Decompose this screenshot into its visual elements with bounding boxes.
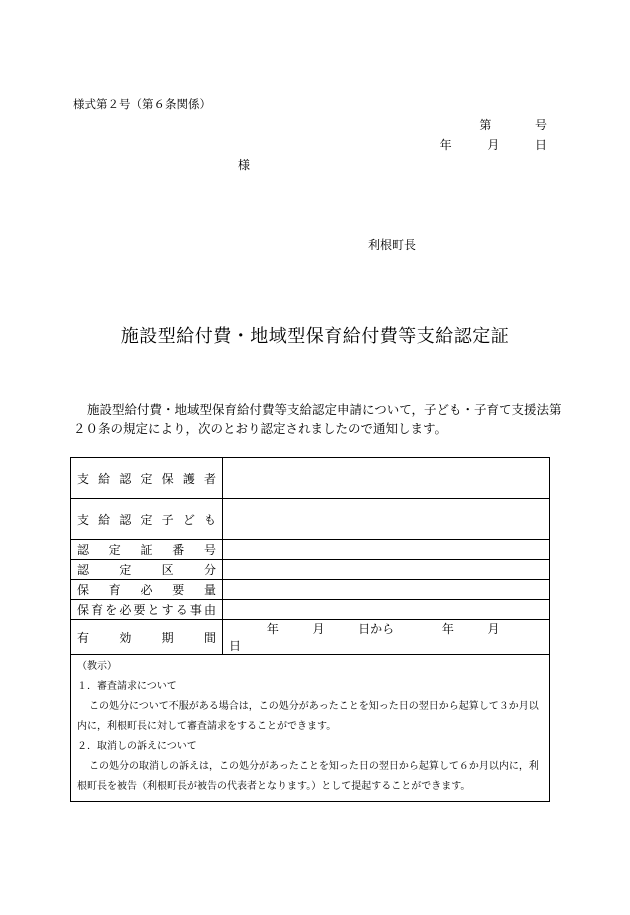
period-start-month: 月	[312, 622, 325, 636]
table-row	[71, 540, 550, 560]
table-row	[71, 580, 550, 600]
document-title: 施設型給付費・地域型保育給付費等支給認定証	[120, 326, 510, 347]
issue-date	[440, 136, 547, 153]
row-label: 認定区分	[71, 560, 223, 580]
date-year: 年	[439, 138, 452, 152]
period-end-year: 年	[441, 622, 454, 636]
certificate-table	[70, 457, 550, 802]
notice-body-text: 施設型給付費・地域型保育給付費等支給認定申請について，子ども・子育て支援法第２０条の規定により，次のとおり認定されましたので通知します。	[73, 402, 562, 436]
doc-number-prefix: 第	[479, 118, 492, 132]
row-value	[223, 499, 550, 540]
table-row	[71, 499, 550, 540]
notes-heading: （教示）	[77, 661, 117, 672]
period-end-month: 月	[487, 622, 500, 636]
table-row	[71, 600, 550, 620]
notes-item2-title: ２．取消しの訴えについて	[77, 741, 197, 752]
notes-cell	[71, 655, 550, 802]
table-row-period	[71, 620, 550, 655]
row-value	[223, 560, 550, 580]
notes-item1-text: この処分について不服がある場合は，この処分があったことを知った日の翌日から起算して３か月以内に，利根町長に対して審査請求をすることができます。	[77, 701, 539, 732]
row-value	[223, 600, 550, 620]
date-day: 日	[534, 138, 547, 152]
row-label: 保育必要量	[71, 580, 223, 600]
table-row	[71, 560, 550, 580]
table-row	[71, 458, 550, 499]
form-number: 様式第２号（第６条関係）	[73, 97, 211, 111]
notes-row	[71, 655, 550, 802]
row-label: 支給認定保護者	[71, 458, 223, 499]
row-value	[223, 458, 550, 499]
notice-body	[73, 400, 563, 438]
doc-number-suffix: 号	[534, 118, 547, 132]
period-start-year: 年	[266, 622, 279, 636]
period-label: 有効期間	[71, 620, 223, 655]
notes-item1-title: １．審査請求について	[77, 681, 177, 692]
notes-item2-text: この処分の取消しの訴えは，この処分があったことを知った日の翌日から起算して６か月以内に，利根町長を被告（利根町長が被告の代表者となります。）として提起することができます。	[77, 761, 539, 792]
row-label: 支給認定子ども	[71, 499, 223, 540]
period-start-day: 日から	[358, 622, 395, 636]
row-label: 保育を必要とする事由	[71, 600, 223, 620]
recipient-suffix: 様	[238, 158, 251, 172]
document-number	[479, 116, 547, 133]
issuer: 利根町長	[368, 238, 417, 252]
period-value	[223, 620, 550, 655]
date-month: 月	[487, 138, 500, 152]
row-value	[223, 580, 550, 600]
row-label: 認定証番号	[71, 540, 223, 560]
period-end-day: 日	[229, 639, 242, 653]
row-value	[223, 540, 550, 560]
